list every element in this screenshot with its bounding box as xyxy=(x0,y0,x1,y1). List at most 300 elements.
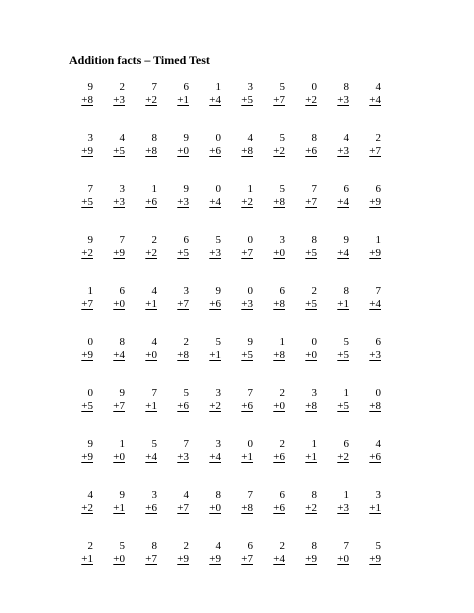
page-title: Addition facts – Timed Test xyxy=(69,53,210,67)
problem-top-number: 3 xyxy=(215,438,221,450)
problem-top-number: 9 xyxy=(183,132,189,144)
problem-top-number: 8 xyxy=(151,540,157,552)
problem-top-number: 3 xyxy=(119,183,125,195)
addition-problem xyxy=(349,489,381,540)
problem-addend: +3 xyxy=(113,196,125,208)
problem-addend: +1 xyxy=(241,451,253,463)
addition-problem xyxy=(349,285,381,336)
problem-addend: +7 xyxy=(273,94,285,106)
problem-addend: +8 xyxy=(273,349,285,361)
addition-problem xyxy=(125,438,157,489)
problem-top-number: 4 xyxy=(343,132,349,144)
problem-top-number: 4 xyxy=(151,285,157,297)
addition-problem xyxy=(317,540,349,591)
problem-addend: +1 xyxy=(369,502,381,514)
problem-top-number: 2 xyxy=(279,438,285,450)
problem-row xyxy=(61,438,413,489)
addition-problem xyxy=(285,285,317,336)
problem-top-number: 0 xyxy=(87,387,93,399)
problem-addend: +9 xyxy=(177,553,189,565)
problem-top-number: 1 xyxy=(151,183,157,195)
problem-top-number: 6 xyxy=(343,183,349,195)
problem-addend: +2 xyxy=(273,145,285,157)
problem-top-number: 3 xyxy=(247,81,253,93)
addition-problem xyxy=(221,285,253,336)
problem-addend: +6 xyxy=(241,400,253,412)
problem-top-number: 6 xyxy=(247,540,253,552)
addition-problem xyxy=(61,438,93,489)
problem-addend: +7 xyxy=(113,400,125,412)
problem-grid xyxy=(61,81,413,591)
problem-row xyxy=(61,132,413,183)
problem-top-number: 2 xyxy=(151,234,157,246)
problem-top-number: 8 xyxy=(311,132,317,144)
addition-problem xyxy=(157,489,189,540)
problem-top-number: 3 xyxy=(311,387,317,399)
problem-top-number: 1 xyxy=(119,438,125,450)
addition-problem xyxy=(285,438,317,489)
addition-problem xyxy=(189,234,221,285)
addition-problem xyxy=(189,489,221,540)
problem-addend: +5 xyxy=(337,349,349,361)
problem-addend: +6 xyxy=(145,196,157,208)
problem-addend: +8 xyxy=(145,145,157,157)
problem-top-number: 1 xyxy=(343,489,349,501)
addition-problem xyxy=(189,336,221,387)
problem-addend: +4 xyxy=(369,94,381,106)
problem-addend: +9 xyxy=(369,196,381,208)
addition-problem xyxy=(285,336,317,387)
addition-problem xyxy=(285,183,317,234)
problem-addend: +8 xyxy=(177,349,189,361)
problem-addend: +8 xyxy=(273,298,285,310)
addition-problem xyxy=(93,387,125,438)
problem-addend: +5 xyxy=(241,94,253,106)
problem-row xyxy=(61,285,413,336)
addition-problem xyxy=(349,234,381,285)
problem-addend: +3 xyxy=(337,145,349,157)
problem-addend: +2 xyxy=(305,94,317,106)
problem-top-number: 8 xyxy=(311,489,317,501)
problem-addend: +1 xyxy=(145,298,157,310)
addition-problem xyxy=(125,81,157,132)
problem-top-number: 1 xyxy=(247,183,253,195)
problem-addend: +7 xyxy=(241,247,253,259)
problem-addend: +6 xyxy=(273,502,285,514)
addition-problem xyxy=(61,387,93,438)
addition-problem xyxy=(93,132,125,183)
addition-problem xyxy=(125,489,157,540)
problem-top-number: 4 xyxy=(119,132,125,144)
problem-addend: +8 xyxy=(305,400,317,412)
problem-top-number: 2 xyxy=(279,540,285,552)
addition-problem xyxy=(253,387,285,438)
problem-top-number: 9 xyxy=(215,285,221,297)
problem-addend: +0 xyxy=(209,502,221,514)
problem-row xyxy=(61,81,413,132)
problem-top-number: 6 xyxy=(183,81,189,93)
addition-problem xyxy=(253,132,285,183)
problem-top-number: 8 xyxy=(119,336,125,348)
addition-problem xyxy=(349,81,381,132)
addition-problem xyxy=(93,183,125,234)
addition-problem xyxy=(221,336,253,387)
addition-problem xyxy=(93,285,125,336)
problem-top-number: 2 xyxy=(183,336,189,348)
problem-addend: +7 xyxy=(145,553,157,565)
problem-addend: +2 xyxy=(81,502,93,514)
problem-top-number: 3 xyxy=(183,285,189,297)
addition-problem xyxy=(349,438,381,489)
problem-top-number: 3 xyxy=(215,387,221,399)
problem-top-number: 6 xyxy=(375,183,381,195)
problem-addend: +6 xyxy=(145,502,157,514)
addition-problem xyxy=(157,387,189,438)
problem-addend: +0 xyxy=(177,145,189,157)
problem-top-number: 0 xyxy=(247,234,253,246)
problem-top-number: 0 xyxy=(375,387,381,399)
problem-addend: +4 xyxy=(209,94,221,106)
problem-addend: +5 xyxy=(177,247,189,259)
problem-addend: +1 xyxy=(81,553,93,565)
problem-addend: +8 xyxy=(241,502,253,514)
problem-top-number: 3 xyxy=(151,489,157,501)
problem-addend: +5 xyxy=(337,400,349,412)
problem-top-number: 5 xyxy=(375,540,381,552)
addition-problem xyxy=(189,540,221,591)
problem-top-number: 4 xyxy=(183,489,189,501)
problem-top-number: 8 xyxy=(343,285,349,297)
problem-addend: +7 xyxy=(305,196,317,208)
addition-problem xyxy=(317,81,349,132)
problem-addend: +0 xyxy=(113,298,125,310)
addition-problem xyxy=(253,540,285,591)
problem-top-number: 7 xyxy=(311,183,317,195)
problem-addend: +5 xyxy=(81,196,93,208)
addition-problem xyxy=(125,183,157,234)
problem-top-number: 6 xyxy=(343,438,349,450)
problem-addend: +9 xyxy=(369,553,381,565)
problem-addend: +6 xyxy=(209,298,221,310)
problem-addend: +3 xyxy=(241,298,253,310)
addition-problem xyxy=(253,183,285,234)
problem-top-number: 9 xyxy=(87,438,93,450)
problem-top-number: 8 xyxy=(311,540,317,552)
problem-top-number: 4 xyxy=(87,489,93,501)
addition-problem xyxy=(93,336,125,387)
problem-top-number: 4 xyxy=(375,81,381,93)
problem-addend: +9 xyxy=(81,349,93,361)
problem-top-number: 9 xyxy=(119,489,125,501)
problem-row xyxy=(61,234,413,285)
problem-top-number: 6 xyxy=(119,285,125,297)
problem-top-number: 4 xyxy=(151,336,157,348)
problem-addend: +8 xyxy=(241,145,253,157)
problem-top-number: 5 xyxy=(215,336,221,348)
problem-addend: +1 xyxy=(209,349,221,361)
problem-row xyxy=(61,540,413,591)
addition-problem xyxy=(61,81,93,132)
problem-top-number: 5 xyxy=(215,234,221,246)
addition-problem xyxy=(157,234,189,285)
problem-addend: +1 xyxy=(177,94,189,106)
addition-problem xyxy=(157,285,189,336)
problem-addend: +5 xyxy=(113,145,125,157)
problem-addend: +6 xyxy=(305,145,317,157)
addition-problem xyxy=(285,234,317,285)
addition-problem xyxy=(221,489,253,540)
problem-addend: +7 xyxy=(81,298,93,310)
problem-top-number: 7 xyxy=(375,285,381,297)
problem-top-number: 8 xyxy=(311,234,317,246)
problem-addend: +1 xyxy=(145,400,157,412)
problem-addend: +3 xyxy=(337,502,349,514)
addition-problem xyxy=(285,81,317,132)
problem-top-number: 8 xyxy=(343,81,349,93)
problem-addend: +0 xyxy=(273,400,285,412)
addition-problem xyxy=(125,132,157,183)
problem-addend: +2 xyxy=(81,247,93,259)
addition-problem xyxy=(157,132,189,183)
addition-problem xyxy=(221,132,253,183)
problem-top-number: 7 xyxy=(87,183,93,195)
addition-problem xyxy=(253,234,285,285)
addition-problem xyxy=(93,540,125,591)
problem-addend: +8 xyxy=(369,400,381,412)
problem-addend: +3 xyxy=(113,94,125,106)
addition-problem xyxy=(93,81,125,132)
problem-addend: +1 xyxy=(113,502,125,514)
problem-addend: +2 xyxy=(145,94,157,106)
problem-top-number: 0 xyxy=(215,132,221,144)
problem-addend: +8 xyxy=(273,196,285,208)
problem-addend: +4 xyxy=(145,451,157,463)
problem-addend: +2 xyxy=(305,502,317,514)
problem-addend: +0 xyxy=(113,553,125,565)
addition-problem xyxy=(61,183,93,234)
addition-problem xyxy=(349,336,381,387)
addition-problem xyxy=(61,336,93,387)
problem-addend: +4 xyxy=(369,298,381,310)
problem-top-number: 0 xyxy=(311,81,317,93)
addition-problem xyxy=(61,234,93,285)
addition-problem xyxy=(285,387,317,438)
problem-top-number: 5 xyxy=(343,336,349,348)
problem-addend: +4 xyxy=(209,196,221,208)
problem-top-number: 2 xyxy=(87,540,93,552)
problem-top-number: 6 xyxy=(183,234,189,246)
problem-top-number: 1 xyxy=(311,438,317,450)
problem-top-number: 9 xyxy=(343,234,349,246)
problem-top-number: 1 xyxy=(343,387,349,399)
addition-problem xyxy=(221,234,253,285)
addition-problem xyxy=(189,285,221,336)
problem-top-number: 9 xyxy=(247,336,253,348)
problem-top-number: 5 xyxy=(279,183,285,195)
problem-top-number: 1 xyxy=(279,336,285,348)
addition-problem xyxy=(349,183,381,234)
addition-problem xyxy=(157,438,189,489)
problem-row xyxy=(61,183,413,234)
problem-addend: +0 xyxy=(337,553,349,565)
problem-row xyxy=(61,489,413,540)
problem-addend: +4 xyxy=(337,196,349,208)
problem-top-number: 0 xyxy=(247,438,253,450)
problem-top-number: 1 xyxy=(375,234,381,246)
addition-problem xyxy=(317,234,349,285)
problem-addend: +5 xyxy=(305,298,317,310)
problem-top-number: 7 xyxy=(119,234,125,246)
problem-addend: +2 xyxy=(241,196,253,208)
problem-top-number: 3 xyxy=(375,489,381,501)
problem-addend: +6 xyxy=(369,451,381,463)
problem-top-number: 6 xyxy=(375,336,381,348)
problem-addend: +3 xyxy=(177,451,189,463)
problem-top-number: 7 xyxy=(247,387,253,399)
problem-addend: +0 xyxy=(145,349,157,361)
addition-problem xyxy=(157,336,189,387)
addition-problem xyxy=(189,387,221,438)
problem-top-number: 5 xyxy=(279,132,285,144)
addition-problem xyxy=(61,132,93,183)
problem-addend: +7 xyxy=(369,145,381,157)
problem-top-number: 9 xyxy=(87,234,93,246)
problem-top-number: 3 xyxy=(87,132,93,144)
addition-problem xyxy=(317,285,349,336)
problem-addend: +4 xyxy=(113,349,125,361)
addition-problem xyxy=(61,540,93,591)
addition-problem xyxy=(61,489,93,540)
addition-problem xyxy=(93,438,125,489)
addition-problem xyxy=(253,285,285,336)
addition-problem xyxy=(317,438,349,489)
addition-problem xyxy=(125,234,157,285)
addition-problem xyxy=(125,387,157,438)
addition-problem xyxy=(221,438,253,489)
problem-addend: +0 xyxy=(113,451,125,463)
problem-addend: +9 xyxy=(305,553,317,565)
problem-top-number: 9 xyxy=(87,81,93,93)
problem-addend: +9 xyxy=(209,553,221,565)
addition-problem xyxy=(157,183,189,234)
problem-addend: +4 xyxy=(337,247,349,259)
addition-problem xyxy=(189,132,221,183)
problem-addend: +5 xyxy=(81,400,93,412)
problem-addend: +6 xyxy=(177,400,189,412)
problem-addend: +2 xyxy=(209,400,221,412)
problem-top-number: 3 xyxy=(279,234,285,246)
addition-problem xyxy=(285,132,317,183)
problem-top-number: 8 xyxy=(151,132,157,144)
problem-top-number: 1 xyxy=(87,285,93,297)
addition-problem xyxy=(125,285,157,336)
problem-top-number: 5 xyxy=(279,81,285,93)
problem-addend: +6 xyxy=(209,145,221,157)
problem-top-number: 7 xyxy=(151,387,157,399)
problem-addend: +1 xyxy=(337,298,349,310)
problem-row xyxy=(61,336,413,387)
problem-top-number: 4 xyxy=(375,438,381,450)
problem-top-number: 0 xyxy=(215,183,221,195)
problem-addend: +2 xyxy=(337,451,349,463)
problem-top-number: 2 xyxy=(375,132,381,144)
addition-problem xyxy=(189,81,221,132)
problem-top-number: 1 xyxy=(215,81,221,93)
problem-addend: +7 xyxy=(241,553,253,565)
problem-addend: +5 xyxy=(305,247,317,259)
problem-row xyxy=(61,387,413,438)
addition-problem xyxy=(349,132,381,183)
addition-problem xyxy=(317,387,349,438)
addition-problem xyxy=(253,489,285,540)
problem-top-number: 0 xyxy=(247,285,253,297)
addition-problem xyxy=(93,234,125,285)
problem-top-number: 9 xyxy=(183,183,189,195)
problem-top-number: 6 xyxy=(279,285,285,297)
addition-problem xyxy=(253,336,285,387)
problem-addend: +3 xyxy=(209,247,221,259)
problem-top-number: 8 xyxy=(215,489,221,501)
problem-addend: +6 xyxy=(273,451,285,463)
problem-addend: +2 xyxy=(145,247,157,259)
problem-addend: +9 xyxy=(81,145,93,157)
problem-addend: +0 xyxy=(305,349,317,361)
problem-top-number: 7 xyxy=(183,438,189,450)
addition-problem xyxy=(125,336,157,387)
problem-top-number: 4 xyxy=(215,540,221,552)
problem-addend: +3 xyxy=(369,349,381,361)
addition-problem xyxy=(317,336,349,387)
problem-addend: +3 xyxy=(337,94,349,106)
problem-top-number: 5 xyxy=(151,438,157,450)
problem-top-number: 2 xyxy=(311,285,317,297)
problem-top-number: 2 xyxy=(279,387,285,399)
addition-problem xyxy=(317,183,349,234)
problem-top-number: 5 xyxy=(119,540,125,552)
problem-top-number: 7 xyxy=(343,540,349,552)
addition-problem xyxy=(317,489,349,540)
addition-problem xyxy=(285,489,317,540)
addition-problem xyxy=(221,81,253,132)
addition-problem xyxy=(349,387,381,438)
addition-problem xyxy=(157,81,189,132)
addition-problem xyxy=(61,285,93,336)
problem-top-number: 0 xyxy=(311,336,317,348)
problem-addend: +9 xyxy=(81,451,93,463)
problem-addend: +3 xyxy=(177,196,189,208)
addition-problem xyxy=(253,81,285,132)
addition-problem xyxy=(285,540,317,591)
problem-addend: +5 xyxy=(241,349,253,361)
addition-problem xyxy=(253,438,285,489)
problem-addend: +7 xyxy=(177,298,189,310)
problem-addend: +9 xyxy=(113,247,125,259)
problem-top-number: 7 xyxy=(151,81,157,93)
problem-addend: +9 xyxy=(369,247,381,259)
problem-addend: +0 xyxy=(273,247,285,259)
addition-problem xyxy=(157,540,189,591)
problem-addend: +7 xyxy=(177,502,189,514)
addition-problem xyxy=(221,540,253,591)
problem-addend: +4 xyxy=(209,451,221,463)
problem-addend: +1 xyxy=(305,451,317,463)
addition-problem xyxy=(317,132,349,183)
problem-addend: +8 xyxy=(81,94,93,106)
addition-problem xyxy=(125,540,157,591)
addition-problem xyxy=(189,183,221,234)
addition-problem xyxy=(93,489,125,540)
problem-top-number: 0 xyxy=(87,336,93,348)
